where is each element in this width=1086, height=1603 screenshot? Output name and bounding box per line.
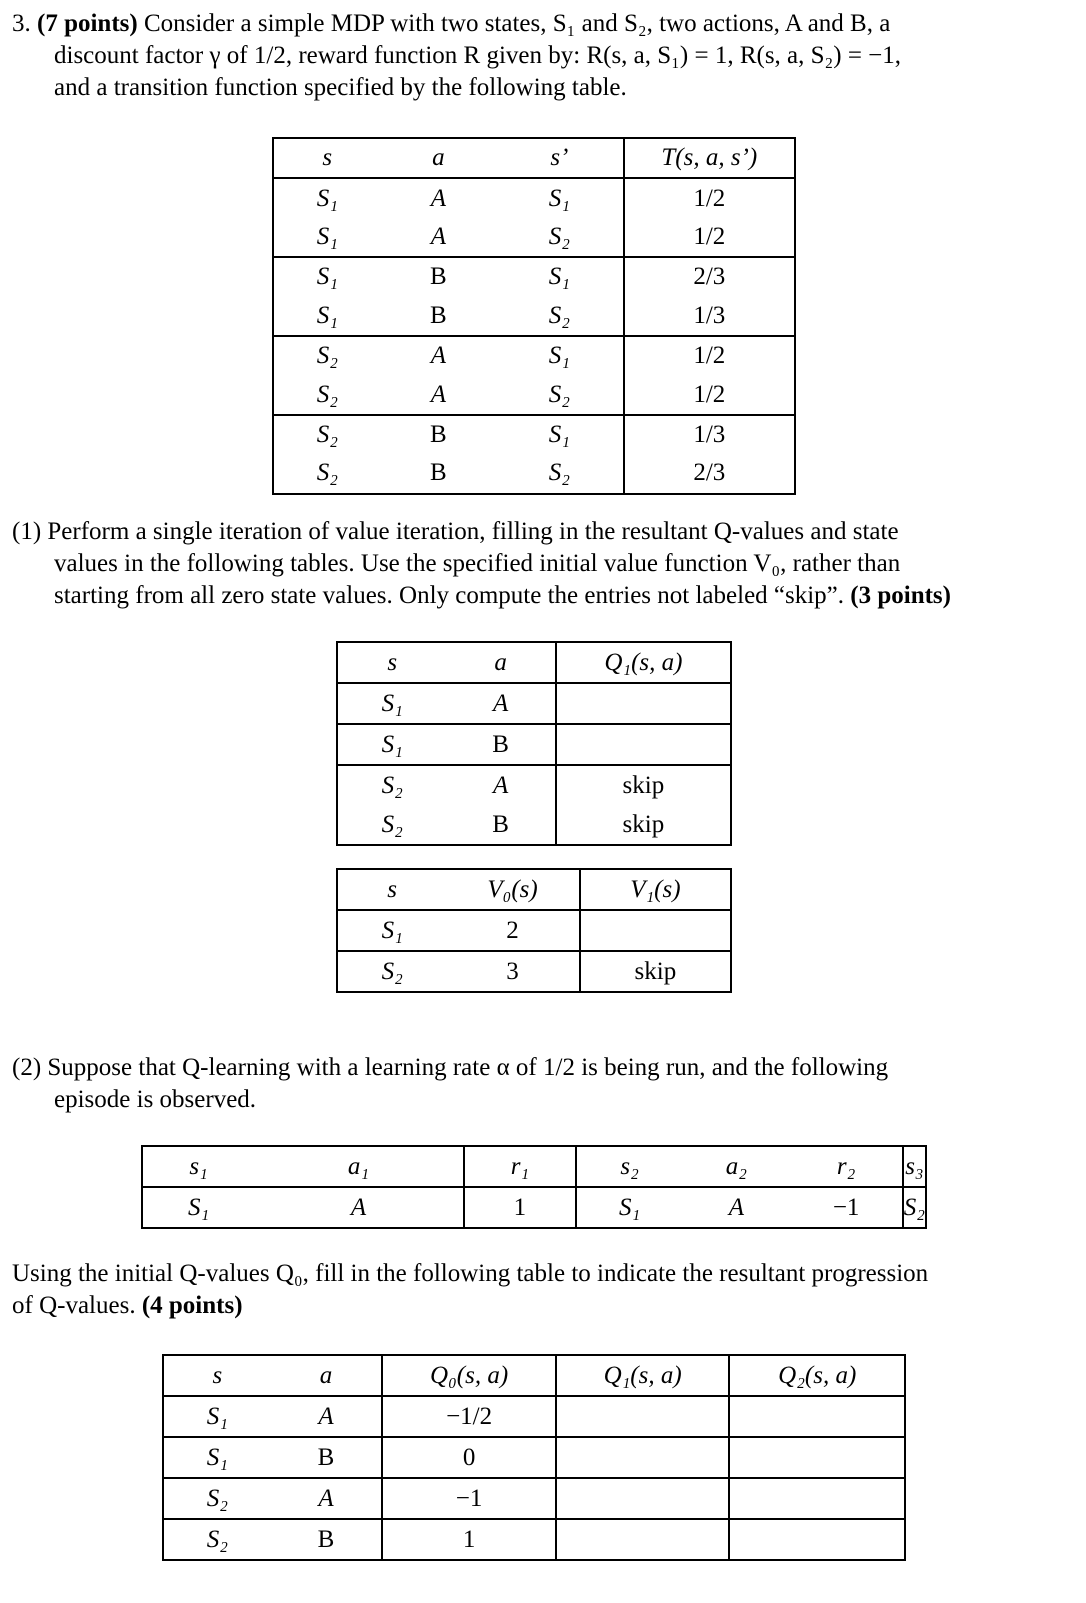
table-row <box>337 683 731 724</box>
episode-value: −1 <box>832 1193 860 1221</box>
answer-cell[interactable] <box>556 1478 730 1519</box>
table-cell: B <box>430 301 447 329</box>
table-cell: A <box>446 765 555 805</box>
table-cell: 1/2 <box>693 380 726 408</box>
table-row <box>273 178 795 217</box>
answer-cell[interactable] <box>580 910 731 951</box>
table-cell: S₁ <box>316 222 338 250</box>
episode-header: s₃ <box>903 1146 926 1187</box>
q1-header: Q₁(s, a) <box>604 648 683 676</box>
transition-header-row <box>273 138 795 178</box>
answer-cell[interactable] <box>729 1396 905 1437</box>
q1-header: a <box>446 642 555 683</box>
part2-line-2: episode is observed. <box>54 1086 257 1113</box>
episode-header: r₂ <box>836 1152 856 1180</box>
table-cell: S₁ <box>206 1443 228 1471</box>
value-header: s <box>387 875 398 903</box>
part2b-line-1: Using the initial Q-values Q₀, fill in the following table to indicate the resultant progression <box>12 1260 929 1287</box>
table-cell: B <box>430 263 447 291</box>
part1-text <box>12 516 951 612</box>
transition-header: s <box>322 144 333 172</box>
table-row <box>337 910 731 951</box>
question-points: (7 points) <box>37 10 138 37</box>
table-row <box>337 805 731 845</box>
transition-header: s’ <box>496 138 623 178</box>
episode-header-row <box>142 1146 926 1187</box>
q-progress-header-row <box>163 1355 905 1396</box>
episode-value: S₁ <box>576 1187 682 1228</box>
episode-values-row <box>142 1187 926 1228</box>
table-row <box>163 1519 905 1560</box>
intro-line-3: and a transition function specified by the following table. <box>54 74 627 101</box>
skip-cell: skip <box>622 771 665 799</box>
q-progress-header: Q₁(s, a) <box>556 1355 730 1396</box>
table-row <box>273 257 795 296</box>
episode-value: 1 <box>464 1187 576 1228</box>
part2b-text <box>12 1258 928 1322</box>
table-cell: S₁ <box>496 415 623 454</box>
table-cell: B <box>271 1519 383 1560</box>
table-cell: 2 <box>446 910 579 951</box>
transition-header: T(s, a, s’) <box>661 144 758 172</box>
intro-line-2: discount factor γ of 1/2, reward function R given by: R(s, a, S₁) = 1, R(s, a, S₂) = −1, <box>54 42 902 69</box>
table-cell: 1/2 <box>693 184 726 212</box>
table-row <box>273 454 795 493</box>
table-cell: S₂ <box>496 454 623 493</box>
table-cell: S₁ <box>496 336 623 375</box>
table-row <box>273 415 795 454</box>
table-cell: B <box>446 805 555 845</box>
table-cell: S₂ <box>316 459 338 487</box>
table-cell: A <box>446 683 555 724</box>
table-row <box>163 1396 905 1437</box>
table-cell: S₂ <box>496 297 623 336</box>
episode-header: s₂ <box>576 1146 682 1187</box>
q-progress-header: a <box>271 1355 383 1396</box>
q1-table <box>336 641 732 846</box>
table-cell: S₁ <box>316 184 338 212</box>
table-cell: S₂ <box>496 375 623 414</box>
table-row <box>337 765 731 805</box>
table-cell: S₁ <box>316 263 338 291</box>
table-cell: B <box>430 420 447 448</box>
episode-header: r₁ <box>464 1146 576 1187</box>
table-cell: S₁ <box>206 1402 228 1430</box>
table-cell: −1/2 <box>382 1396 556 1437</box>
table-cell: S₂ <box>381 810 403 838</box>
table-cell: S₂ <box>316 380 338 408</box>
table-cell: S₁ <box>381 730 403 758</box>
table-cell: 1/3 <box>693 301 726 329</box>
table-cell: 2/3 <box>693 263 726 291</box>
answer-cell[interactable] <box>556 1437 730 1478</box>
episode-header: a₁ <box>347 1152 370 1180</box>
part1-line-2: values in the following tables. Use the specified initial value function V₀, rather than <box>54 550 901 577</box>
part1-line-1: (1) Perform a single iteration of value iteration, filling in the resultant Q-values and state <box>12 518 899 545</box>
part2-text <box>12 1052 888 1116</box>
table-cell: 2/3 <box>693 459 726 487</box>
table-cell: S₂ <box>381 957 403 985</box>
part2b-points: (4 points) <box>141 1292 243 1319</box>
answer-cell[interactable] <box>556 724 731 765</box>
table-row <box>273 336 795 375</box>
table-cell: −1 <box>382 1478 556 1519</box>
value-header: V₁(s) <box>630 875 681 903</box>
table-cell: S₂ <box>316 342 338 370</box>
table-cell: 1/3 <box>693 420 726 448</box>
table-row <box>273 375 795 414</box>
table-cell: B <box>446 724 555 765</box>
table-cell: 1 <box>382 1519 556 1560</box>
table-cell: A <box>430 380 446 408</box>
answer-cell[interactable] <box>729 1437 905 1478</box>
q-progress-header: Q₀(s, a) <box>382 1355 556 1396</box>
table-row <box>163 1437 905 1478</box>
table-cell: S₁ <box>496 178 623 217</box>
table-row <box>163 1478 905 1519</box>
question-number: 3. <box>12 10 31 37</box>
table-row <box>273 297 795 336</box>
part2-line-1: (2) Suppose that Q-learning with a learning rate α of 1/2 is being run, and the following <box>12 1054 889 1081</box>
transition-header: a <box>432 144 445 172</box>
episode-value: A <box>728 1193 744 1221</box>
question-intro <box>12 8 901 104</box>
q1-header: s <box>387 648 398 676</box>
value-header: V₀(s) <box>446 869 579 910</box>
table-cell: S₂ <box>496 218 623 257</box>
value-header-row <box>337 869 731 910</box>
answer-cell[interactable] <box>556 683 731 724</box>
value-table <box>336 868 732 993</box>
episode-header: a₂ <box>725 1152 747 1180</box>
table-cell: 1/2 <box>693 342 726 370</box>
table-row <box>273 218 795 257</box>
table-cell: B <box>271 1437 383 1478</box>
answer-cell[interactable] <box>556 1396 730 1437</box>
episode-value: S₂ <box>903 1187 926 1228</box>
table-cell: S₁ <box>316 301 338 329</box>
table-cell: S₁ <box>381 689 403 717</box>
table-cell: S₂ <box>316 420 338 448</box>
q1-header-row <box>337 642 731 683</box>
answer-cell[interactable] <box>729 1519 905 1560</box>
skip-cell: skip <box>634 957 677 985</box>
table-cell: S₂ <box>381 771 403 799</box>
skip-cell: skip <box>622 810 665 838</box>
table-cell: A <box>430 222 446 250</box>
q-progress-header: s <box>212 1361 223 1389</box>
table-cell: 1/2 <box>693 222 726 250</box>
part1-points: (3 points) <box>850 582 951 609</box>
answer-cell[interactable] <box>729 1478 905 1519</box>
table-cell: A <box>430 184 446 212</box>
episode-value: S₁ <box>187 1193 210 1221</box>
episode-table <box>141 1145 927 1229</box>
part2b-line-2: of Q-values. <box>12 1292 142 1319</box>
intro-line-1: Consider a simple MDP with two states, S₁ and S₂, two actions, A and B, a <box>137 10 891 37</box>
table-row <box>337 724 731 765</box>
table-cell: S₂ <box>206 1484 228 1512</box>
q-progress-header: Q₂(s, a) <box>778 1361 857 1389</box>
table-cell: A <box>271 1478 383 1519</box>
table-cell: B <box>430 459 447 487</box>
table-cell: S₁ <box>496 257 623 296</box>
table-cell: A <box>430 342 446 370</box>
table-cell: S₁ <box>381 916 403 944</box>
table-cell: 0 <box>382 1437 556 1478</box>
table-cell: A <box>271 1396 383 1437</box>
answer-cell[interactable] <box>556 1519 730 1560</box>
episode-value: A <box>350 1193 367 1221</box>
transition-table <box>272 137 796 495</box>
episode-header: s₁ <box>189 1152 208 1180</box>
table-cell: 3 <box>446 951 579 992</box>
part1-line-3: starting from all zero state values. Only compute the entries not labeled “skip”. <box>54 582 851 609</box>
table-cell: S₂ <box>206 1525 228 1553</box>
q-progress-table <box>162 1354 906 1561</box>
table-row <box>337 951 731 992</box>
